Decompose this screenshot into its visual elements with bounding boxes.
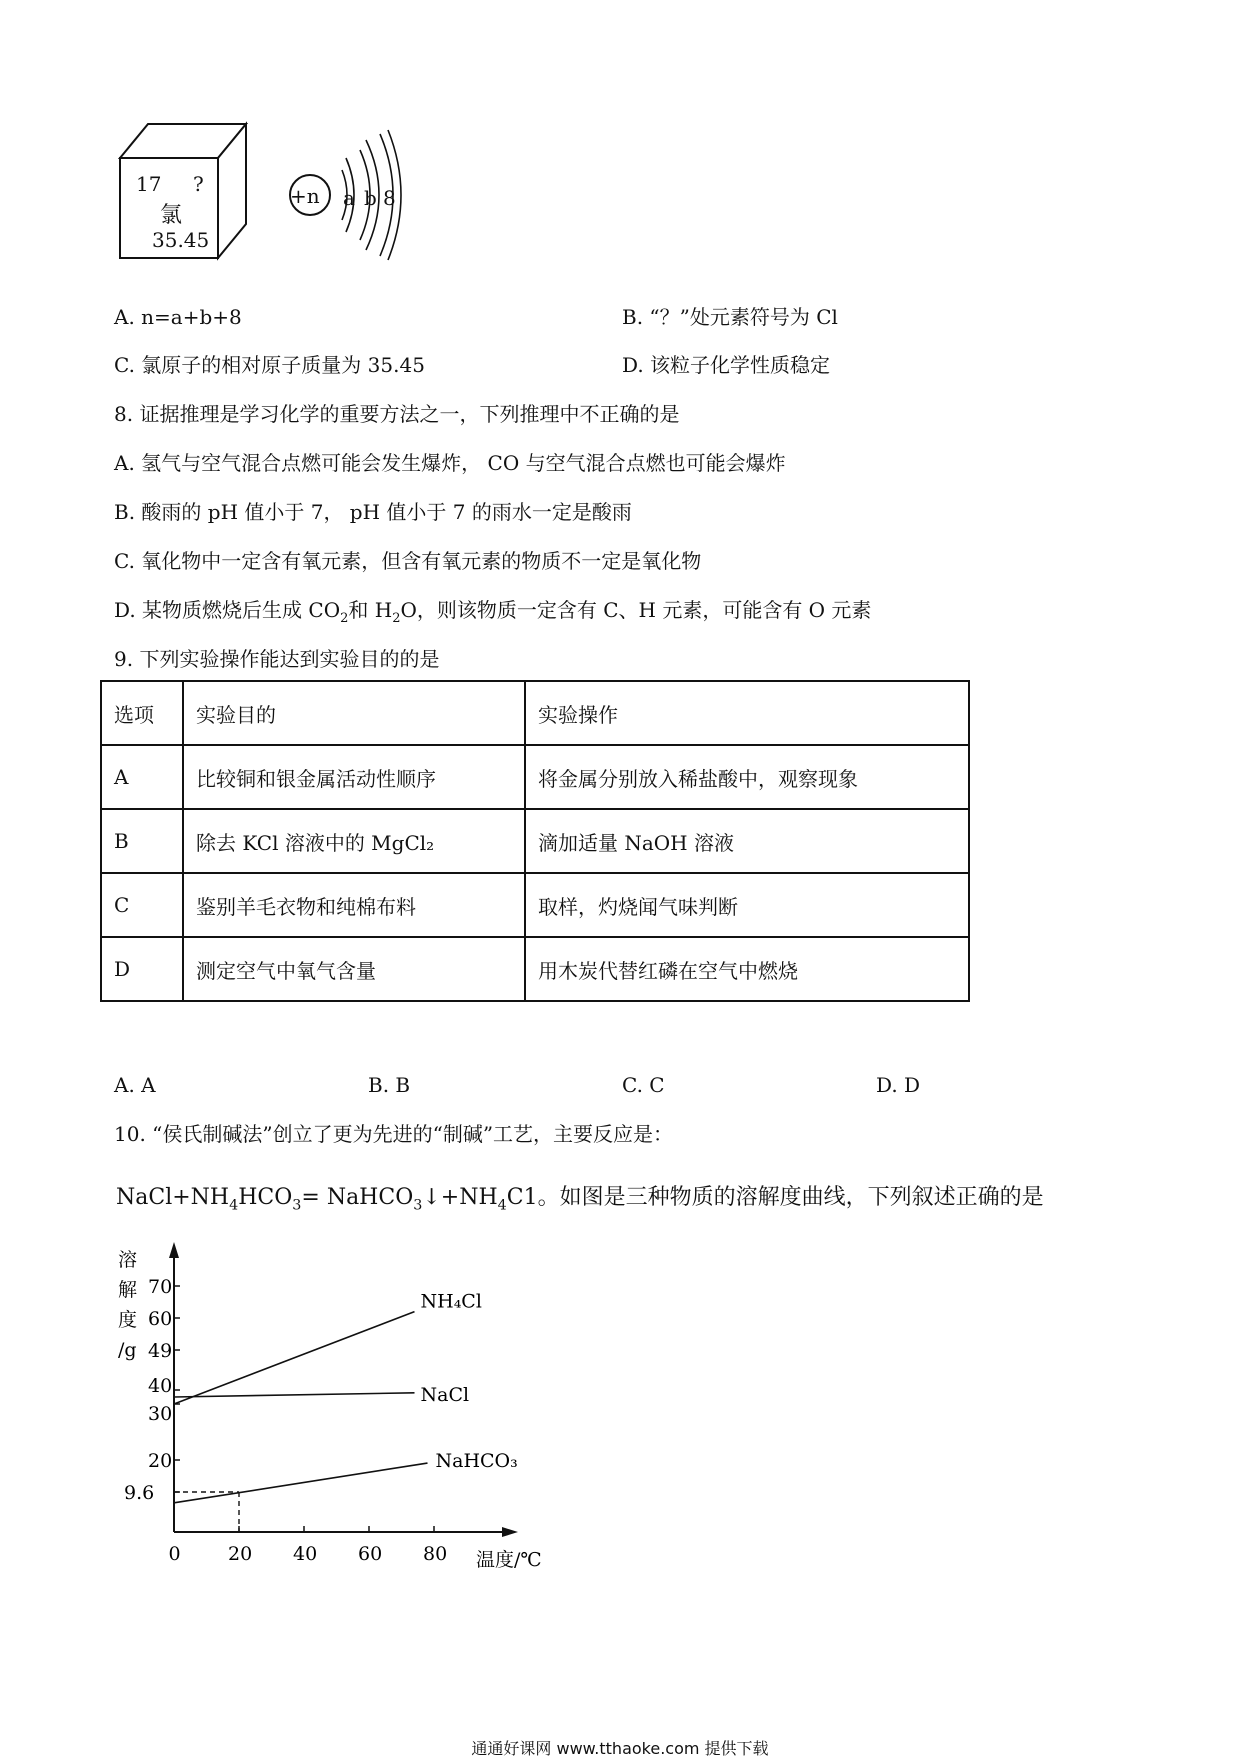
table-row	[101, 937, 969, 1001]
table-row	[101, 809, 969, 873]
q9-stem: 9. 下列实验操作能达到实验目的的是	[114, 647, 440, 671]
element-symbol: ?	[193, 172, 204, 196]
y-tick-label: 9.6	[124, 1482, 155, 1504]
x-axis-arrow	[502, 1527, 518, 1537]
q9-option-d: D. D	[876, 1073, 921, 1097]
table-header-cell: 实验目的	[183, 681, 525, 745]
q7-option-d: D. 该粒子化学性质稳定	[622, 353, 831, 377]
q10-reaction-equation	[116, 1180, 1044, 1213]
element-name: 氯	[160, 203, 183, 228]
x-tick-label: 40	[293, 1543, 318, 1565]
nucleus-label: +n	[290, 184, 320, 208]
q8-option-d	[114, 597, 871, 632]
table-cell: 测定空气中氧气含量	[183, 937, 525, 1001]
series-label-1: NH₄Cl	[420, 1290, 482, 1313]
y-tick-label: 49	[148, 1340, 173, 1362]
table-row	[101, 873, 969, 937]
shell-2-label: b	[364, 186, 377, 210]
shell-3-label: 8	[383, 186, 396, 210]
table-cell: 滴加适量 NaOH 溶液	[525, 809, 969, 873]
x-tick-label: 0	[168, 1543, 181, 1565]
x-tick-label: 80	[423, 1543, 448, 1565]
page-footer: 通通好课网 www.tthaoke.com 提供下载	[471, 1739, 769, 1758]
q8-option-c: C. 氧化物中一定含有氧元素，但含有氧元素的物质不一定是氧化物	[114, 549, 702, 573]
element-number: 17	[136, 172, 162, 196]
y-tick-label: 70	[148, 1276, 173, 1298]
x-tick-label: 60	[358, 1543, 383, 1565]
table-cell: 将金属分别放入稀盐酸中，观察现象	[525, 745, 969, 809]
q9-table	[100, 680, 970, 1002]
solubility-chart	[110, 1228, 570, 1568]
series-line-3	[174, 1463, 428, 1503]
table-cell: 比较铜和银金属活动性顺序	[183, 745, 525, 809]
q8-option-b: B. 酸雨的 pH 值小于 7， pH 值小于 7 的雨水一定是酸雨	[114, 500, 632, 524]
q10-equation-tail: 。如图是三种物质的溶解度曲线，下列叙述正确的是	[537, 1185, 1044, 1210]
y-tick-label: 60	[148, 1308, 173, 1330]
series-label-2: NaCl	[420, 1383, 470, 1406]
q8-stem: 8. 证据推理是学习化学的重要方法之一，下列推理中不正确的是	[114, 402, 680, 426]
table-header-row	[101, 681, 969, 745]
q9-option-a: A. A	[114, 1073, 156, 1097]
table-cell: 用木炭代替红磷在空气中燃烧	[525, 937, 969, 1001]
table-cell: C	[101, 873, 183, 937]
q8-option-a: A. 氢气与空气混合点燃可能会发生爆炸， CO 与空气混合点燃也可能会爆炸	[114, 451, 786, 475]
q8-option-d-part2: 和 H	[348, 598, 393, 622]
y-axis-label-char: /g	[118, 1339, 137, 1361]
q7-option-a: A. n=a+b+8	[114, 305, 242, 329]
table-cell: A	[101, 745, 183, 809]
q8-co2-subscript: 2	[340, 611, 349, 626]
q8-option-d-part1: D. 某物质燃烧后生成 CO	[114, 598, 341, 622]
table-cell: 除去 KCl 溶液中的 MgCl₂	[183, 809, 525, 873]
series-label-3: NaHCO₃	[435, 1450, 518, 1473]
q7-option-b: B. “？”处元素符号为 Cl	[622, 305, 838, 329]
series-line-2	[174, 1393, 415, 1397]
element-mass: 35.45	[152, 228, 210, 252]
y-axis-label-char: 溶	[118, 1249, 138, 1271]
table-cell: 取样，灼烧闻气味判断	[525, 873, 969, 937]
q9-option-b: B. B	[368, 1073, 411, 1097]
y-axis-arrow	[169, 1242, 179, 1258]
y-tick-label: 30	[148, 1403, 173, 1425]
y-tick-label: 20	[148, 1450, 173, 1472]
y-tick-label: 40	[148, 1375, 173, 1397]
table-cell: D	[101, 937, 183, 1001]
q10-stem: 10. “侯氏制碱法”创立了更为先进的“制碱”工艺，主要反应是：	[114, 1122, 674, 1146]
shell-1-label: a	[343, 186, 355, 210]
x-tick-label: 20	[228, 1543, 253, 1565]
table-header-cell: 选项	[101, 681, 183, 745]
y-axis-label-char: 解	[118, 1279, 138, 1301]
q9-option-c: C. C	[622, 1073, 665, 1097]
table-row	[101, 745, 969, 809]
q7-option-c: C. 氯原子的相对原子质量为 35.45	[114, 353, 425, 377]
table-cell: B	[101, 809, 183, 873]
table-cell: 鉴别羊毛衣物和纯棉布料	[183, 873, 525, 937]
q8-option-d-part3: O，则该物质一定含有 C、H 元素，可能含有 O 元素	[400, 598, 872, 622]
q10-equation-formula: $NaCl+NH_4HCO_3=$ $NaHCO_3↓+NH_4C1$	[116, 1185, 538, 1214]
series-line-1	[174, 1312, 415, 1404]
table-header-cell: 实验操作	[525, 681, 969, 745]
q8-h2o-subscript: 2	[392, 611, 401, 626]
y-axis-label-char: 度	[118, 1309, 138, 1331]
x-axis-label: 温度/℃	[476, 1549, 542, 1568]
